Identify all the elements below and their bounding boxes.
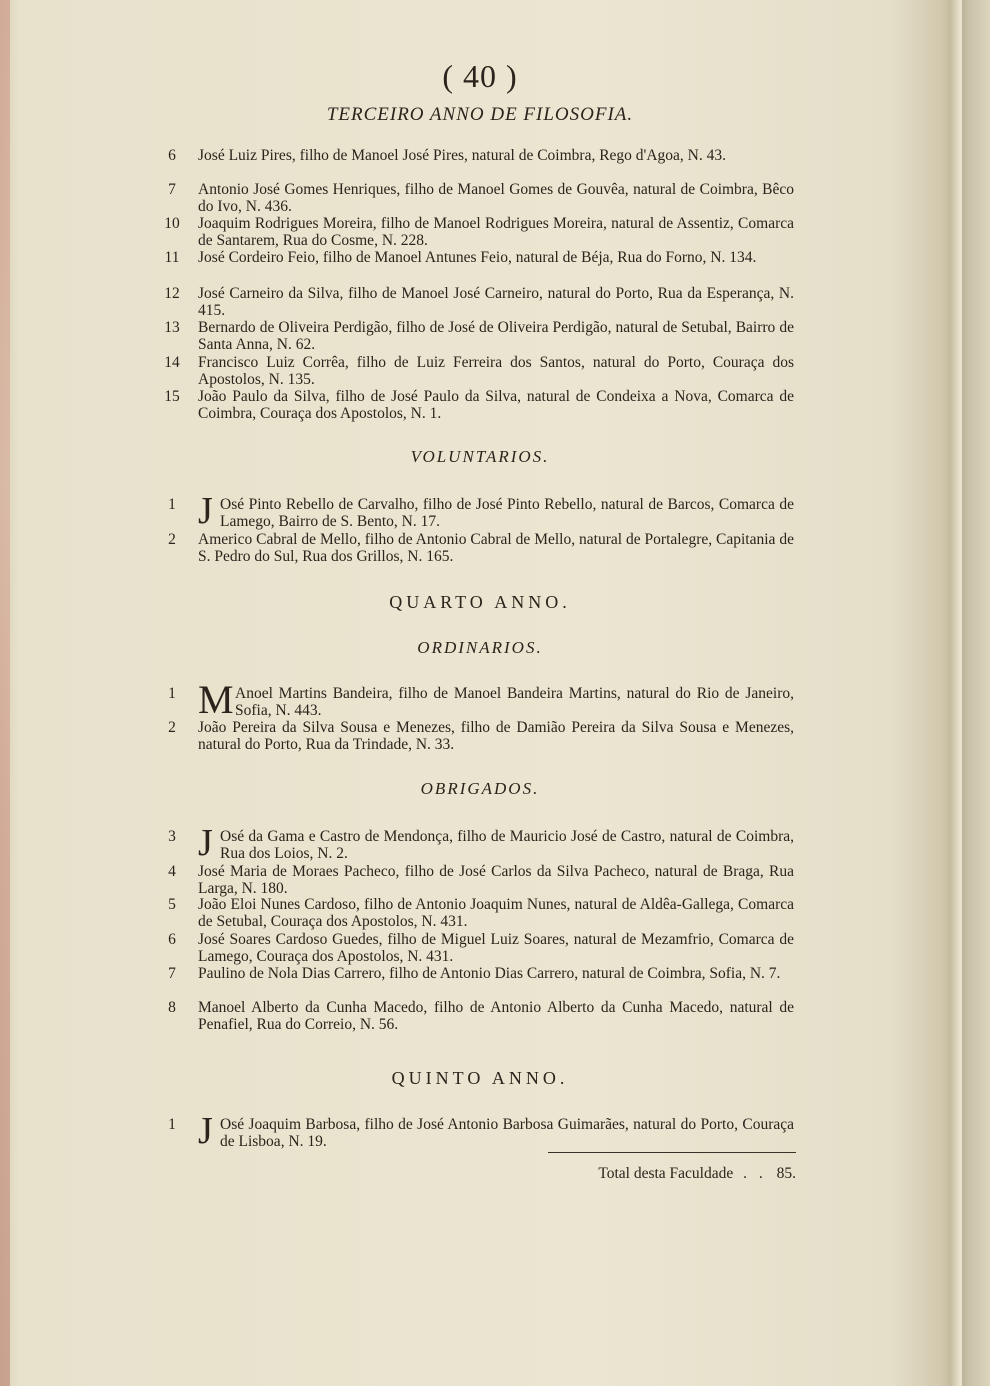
entry-text: Anoel Martins Bandeira, filho de Manoel Bandeira Martins, natural do Rio de Janeiro, Sofia, N. 443. (235, 685, 794, 719)
entry-text: Americo Cabral de Mello, filho de Antonio Cabral de Mello, natural de Portalegre, Capitania de S. Pedro do Sul, Rua dos Grillos, N. 165. (198, 531, 794, 565)
total-label: Total desta Faculdade (598, 1165, 734, 1182)
section-title-voluntarios: VOLUNTARIOS. (410, 447, 550, 466)
page-right-edge (962, 0, 990, 1386)
entry-text: Manoel Alberto da Cunha Macedo, filho de Antonio Alberto da Cunha Macedo, natural de Penafiel, Rua do Correio, N. 56. (198, 999, 794, 1033)
entry-number: 12 (164, 285, 180, 302)
entry-number: 1 (168, 685, 176, 702)
entry-number: 2 (168, 531, 176, 548)
drop-cap-initial: J (198, 822, 213, 864)
entry-number: 8 (168, 999, 176, 1016)
entry-text: José Carneiro da Silva, filho de Manoel José Carneiro, natural do Porto, Rua da Esperança, N. 415. (198, 285, 794, 319)
section-title-obrigados: OBRIGADOS. (420, 779, 540, 798)
entry-number: 5 (168, 896, 176, 913)
entry-text: Francisco Luiz Corrêa, filho de Luiz Ferreira dos Santos, natural do Porto, Couraça dos Apostolos, N. 135. (198, 354, 794, 388)
entry-number: 14 (164, 354, 180, 371)
entry-text: Osé Pinto Rebello de Carvalho, filho de José Pinto Rebello, natural de Barcos, Comarca de Lamego, Bairro de S. Bento, N. 17. (220, 496, 794, 530)
entry-text: Osé da Gama e Castro de Mendonça, filho de Mauricio José de Castro, natural de Coimbra, Rua dos Loios, N. 2. (220, 828, 794, 862)
entry-number: 1 (168, 496, 176, 513)
entry-number: 13 (164, 319, 180, 336)
total-value: 85. (776, 1165, 796, 1182)
entry-text: José Maria de Moraes Pacheco, filho de José Carlos da Silva Pacheco, natural de Braga, Rua Larga, N. 180. (198, 863, 794, 897)
page-left-edge (0, 0, 10, 1386)
entry-number: 2 (168, 719, 176, 736)
section-title-terceiro-anno: TERCEIRO ANNO DE FILOSOFIA. (326, 104, 634, 125)
section-title-quinto-anno: QUINTO ANNO. (391, 1068, 569, 1088)
entry-number: 15 (164, 388, 180, 405)
entry-text: Paulino de Nola Dias Carrero, filho de Antonio Dias Carrero, natural de Coimbra, Sofia, N. 7. (198, 965, 781, 982)
entry-number: 6 (168, 931, 176, 948)
total-leader-dots: . . (743, 1165, 767, 1182)
entry-text: João Eloi Nunes Cardoso, filho de Antonio Joaquim Nunes, natural de Aldêa-Gallega, Comarca de Setubal, Couraça dos Apostolos, N. 431. (198, 896, 794, 930)
entry-number: 3 (168, 828, 176, 845)
entry-text: José Soares Cardoso Guedes, filho de Miguel Luiz Soares, natural de Mezamfrio, Comarca de Lamego, Couraça dos Apostolos, N. 431. (198, 931, 794, 965)
entry-text: Bernardo de Oliveira Perdigão, filho de José de Oliveira Perdigão, natural de Setubal, Bairro de Santa Anna, N. 62. (198, 319, 794, 353)
entry-number: 6 (168, 147, 176, 164)
drop-cap-initial: J (198, 490, 213, 532)
entry-text: José Cordeiro Feio, filho de Manoel Antunes Feio, natural de Béja, Rua do Forno, N. 134. (198, 249, 757, 266)
entry-text: João Pereira da Silva Sousa e Menezes, filho de Damião Pereira da Silva Sousa e Menezes, natural do Porto, Rua da Trindade, N. 33. (198, 719, 794, 753)
entry-text: José Luiz Pires, filho de Manoel José Pires, natural de Coimbra, Rego d'Agoa, N. 43. (198, 147, 726, 164)
drop-cap-initial: M (198, 677, 234, 722)
page-number: ( 40 ) (442, 58, 518, 94)
entry-text: João Paulo da Silva, filho de José Paulo da Silva, natural de Condeixa a Nova, Comarca de Coimbra, Couraça dos Apostolos, N. 1. (198, 388, 794, 422)
entry-number: 7 (168, 965, 176, 982)
entry-number: 11 (164, 249, 180, 266)
faculty-total (548, 1152, 796, 1183)
entry-text: Antonio José Gomes Henriques, filho de Manoel Gomes de Gouvêa, natural de Coimbra, Bêco do Ivo, N. 436. (198, 181, 794, 215)
entry-text: Osé Joaquim Barbosa, filho de José Antonio Barbosa Guimarães, natural do Porto, Couraça de Lisboa, N. 19. (220, 1116, 794, 1150)
entry-text: Joaquim Rodrigues Moreira, filho de Manoel Rodrigues Moreira, natural de Assentiz, Comarca de Santarem, Rua do Cosme, N. 228. (198, 215, 794, 249)
entry-number: 10 (164, 215, 180, 232)
section-subtitle-ordinarios: ORDINARIOS. (417, 638, 543, 657)
entry-number: 7 (168, 181, 176, 198)
section-title-quarto-anno: QUARTO ANNO. (389, 592, 571, 612)
entry-number: 1 (168, 1116, 176, 1133)
drop-cap-initial: J (198, 1110, 213, 1152)
entry-number: 4 (168, 863, 176, 880)
